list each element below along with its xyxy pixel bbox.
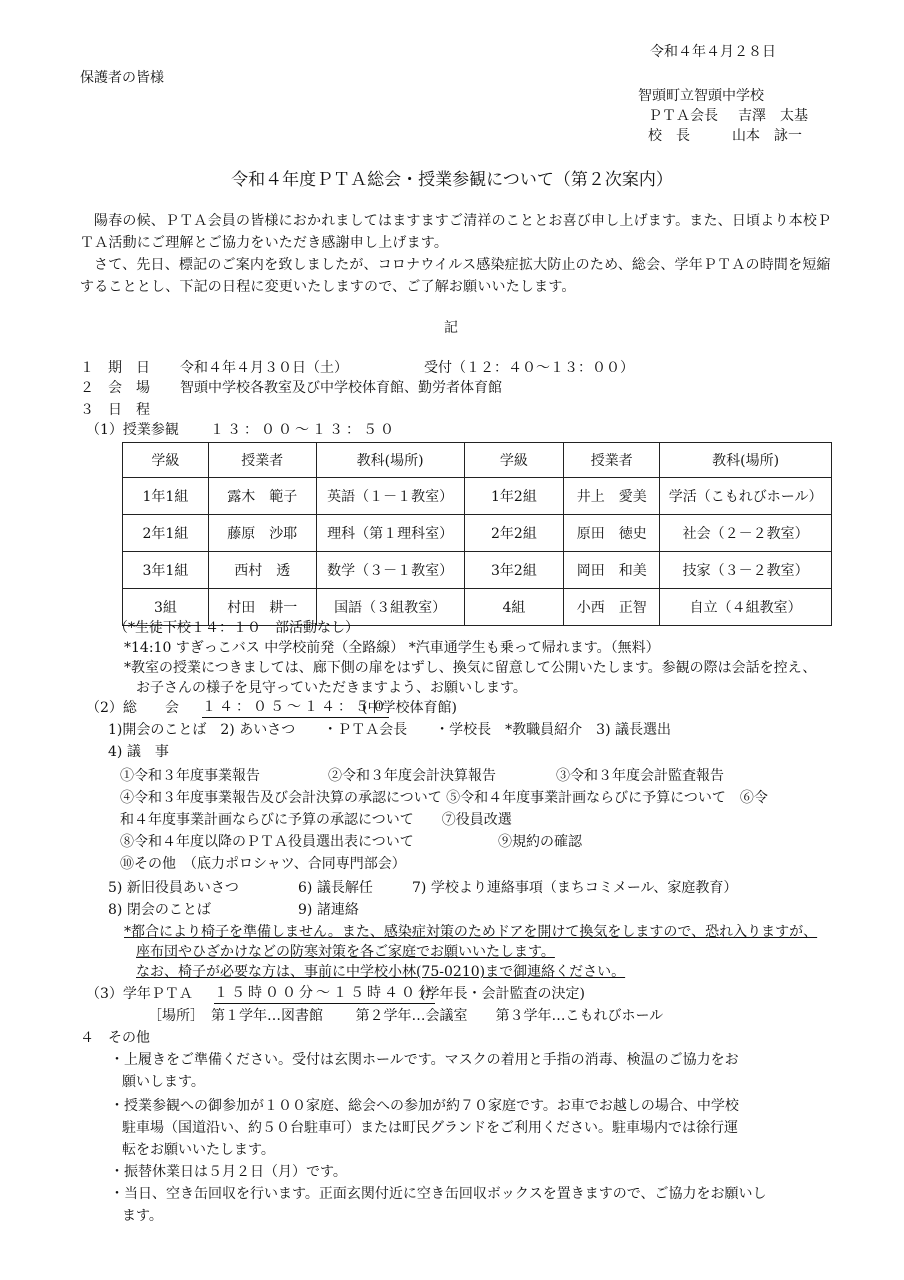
principal-role: 校 長 bbox=[648, 128, 690, 144]
class-observation-time: １３：００～１３：５０ bbox=[210, 422, 397, 438]
table-cell: 理科（第１理科室） bbox=[316, 515, 464, 552]
other-bullet-1-line2: 願いします。 bbox=[122, 1074, 205, 1090]
chair-warning-line3: なお、椅子が必要な方は、事前に中学校小林(75-0210)まで御連絡ください。 bbox=[136, 964, 626, 980]
class-observation-label: （1）授業参観 bbox=[86, 422, 179, 438]
table-cell: 英語（１－１教室） bbox=[316, 478, 464, 515]
table-cell: 3年2組 bbox=[464, 552, 564, 589]
meeting-order-line1: 1)開会のことば 2) あいさつ ・ＰＴＡ会長 ・学校長 *教職員紹介 3) 議長選出 bbox=[108, 722, 672, 738]
table-header-cell: 学級 bbox=[464, 443, 564, 478]
table-cell: 国語（３組教室） bbox=[316, 589, 464, 626]
dismissal-note: （*生徒下校１４：１０ 部活動なし） bbox=[114, 620, 359, 636]
other-bullet-2-line2: 駐車場（国道沿い、約５０台駐車可）または町民グランドをご利用ください。駐車場内では徐行運 bbox=[122, 1120, 738, 1136]
table-row bbox=[123, 478, 832, 515]
document-title: 令和４年度ＰＴＡ総会・授業参観について（第２次案内） bbox=[231, 170, 673, 190]
classroom-note-line1: *教室の授業につきましては、廊下側の扉をはずし、換気に留意して公開いたします。参観の際は会話を控え、 bbox=[124, 660, 817, 676]
table-cell: 技家（３－２教室） bbox=[660, 552, 832, 589]
date-label: １ 期 日 bbox=[80, 360, 150, 376]
agenda-item-6-7: 和４年度事業計画ならびに予算の承認について ⑦役員改選 bbox=[120, 812, 512, 828]
other-bullet-4-line1: ・当日、空き缶回収を行います。正面玄関付近に空き缶回収ボックスを置きますので、ご協力をお願いし bbox=[110, 1186, 767, 1202]
general-meeting-time: １４：０５～１４：５０ bbox=[202, 698, 389, 718]
table-cell: 藤原 沙耶 bbox=[208, 515, 316, 552]
other-bullet-3: ・振替休業日は５月２日（月）です。 bbox=[110, 1164, 347, 1180]
agenda-item-4-6: ④令和３年度事業報告及び会計決算の承認について ⑤令和４年度事業計画ならびに予算について ⑥令 bbox=[120, 790, 768, 806]
table-cell: 西村 透 bbox=[208, 552, 316, 589]
agenda-item-8: ⑧令和４年度以降のＰＴＡ役員選出表について bbox=[120, 834, 414, 850]
table-cell: 社会（２－２教室） bbox=[660, 515, 832, 552]
table-cell: 2年2組 bbox=[464, 515, 564, 552]
other-bullet-2-line1: ・授業参観への御参加が１００家庭、総会への参加が約７０家庭です。お車でお越しの場合、中学校 bbox=[110, 1098, 739, 1114]
table-cell: 自立（４組教室） bbox=[660, 589, 832, 626]
table-row bbox=[123, 552, 832, 589]
grade-pta-places: ［場所］ 第１学年…図書館 第２学年…会議室 第３学年…こもれびホール bbox=[148, 1008, 664, 1024]
grade-pta-note: (学年長・会計監査の決定) bbox=[420, 986, 585, 1002]
table-cell: 1年2組 bbox=[464, 478, 564, 515]
table-row bbox=[123, 515, 832, 552]
principal-name: 山本 詠一 bbox=[732, 128, 802, 144]
general-meeting-label: （2）総 会 bbox=[86, 700, 179, 716]
chair-warning-line2: 座布団やひざかけなどの防寒対策を各ご家庭でお願いいたします。 bbox=[136, 944, 555, 960]
venue-value: 智頭中学校各教室及び中学校体育館、勤労者体育館 bbox=[180, 380, 502, 396]
meeting-order-7: 7) 学校より連絡事項（まちコミメール、家庭教育） bbox=[412, 880, 738, 896]
table-cell: 3組 bbox=[123, 589, 209, 626]
table-header-cell: 授業者 bbox=[208, 443, 316, 478]
table-cell: 岡田 和美 bbox=[564, 552, 660, 589]
other-bullet-2-line3: 転をお願いいたします。 bbox=[122, 1142, 275, 1158]
meeting-order-9: 9) 諸連絡 bbox=[298, 902, 359, 918]
meeting-order-5: 5) 新旧役員あいさつ bbox=[108, 880, 239, 896]
table-cell: 露木 範子 bbox=[208, 478, 316, 515]
table-cell: 原田 徳史 bbox=[564, 515, 660, 552]
date-value: 令和４年４月３０日（土） bbox=[180, 360, 348, 376]
ki-heading: 記 bbox=[444, 320, 458, 336]
table-cell: 小西 正智 bbox=[564, 589, 660, 626]
agenda-item-1: ①令和３年度事業報告 bbox=[120, 768, 260, 784]
meeting-order-6: 6) 議長解任 bbox=[298, 880, 373, 896]
intro-paragraph-2: さて、先日、標記のご案内を致しましたが、コロナウイルス感染症拡大防止のため、総会、学年ＰＴＡの時間を短縮することとし、下記の日程に変更いたしますので、ご了解お願いいたします。 bbox=[80, 257, 831, 295]
pta-name: 吉澤 太基 bbox=[738, 108, 808, 124]
agenda-label: 4) 議 事 bbox=[108, 744, 169, 760]
agenda-item-10: ⑩その他 （底力ポロシャツ、合同専門部会） bbox=[120, 856, 406, 872]
intro-paragraph-1: 陽春の候、ＰＴＡ会員の皆様におかれましてはますますご清祥のこととお喜び申し上げます。また、日頃より本校ＰＴＡ活動にご理解とご協力をいただき感謝申し上げます。 bbox=[80, 213, 832, 251]
recipient: 保護者の皆様 bbox=[80, 70, 164, 86]
table-cell: 村田 耕一 bbox=[208, 589, 316, 626]
document-date: 令和４年４月２８日 bbox=[650, 44, 776, 60]
lessons-table bbox=[122, 442, 832, 626]
table-cell: 数学（３－１教室） bbox=[316, 552, 464, 589]
table-header-cell: 授業者 bbox=[564, 443, 660, 478]
table-cell: 3年1組 bbox=[123, 552, 209, 589]
school-name: 智頭町立智頭中学校 bbox=[638, 88, 764, 104]
table-header-cell: 教科(場所) bbox=[316, 443, 464, 478]
table-cell: 学活（こもれびホール） bbox=[660, 478, 832, 515]
agenda-item-9: ⑨規約の確認 bbox=[498, 834, 582, 850]
venue-label: ２ 会 場 bbox=[80, 380, 150, 396]
agenda-item-2: ②令和３年度会計決算報告 bbox=[328, 768, 496, 784]
classroom-note-line2: お子さんの様子を見守っていただきますよう、お願いします。 bbox=[136, 680, 527, 696]
other-label: ４ その他 bbox=[80, 1030, 150, 1046]
schedule-label: ３ 日 程 bbox=[80, 402, 150, 418]
agenda-item-3: ③令和３年度会計監査報告 bbox=[556, 768, 724, 784]
table-cell: 井上 愛美 bbox=[564, 478, 660, 515]
other-bullet-1-line1: ・上履きをご準備ください。受付は玄関ホールです。マスクの着用と手指の消毒、検温のご協力をお bbox=[110, 1052, 739, 1068]
chair-warning-line1: *都合により椅子を準備しません。また、感染症対策のためドアを開けて換気をしますので、恐れ入りますが、 bbox=[124, 924, 818, 940]
table-header-cell: 学級 bbox=[123, 443, 209, 478]
bus-note: *14:10 すぎっこバス 中学校前発（全路線） *汽車通学生も乗って帰れます。（無料） bbox=[124, 640, 660, 656]
table-cell: 4組 bbox=[464, 589, 564, 626]
general-meeting-place: (中学校体育館) bbox=[362, 700, 457, 716]
table-cell: 1年1組 bbox=[123, 478, 209, 515]
pta-role: ＰＴＡ会長 bbox=[648, 108, 718, 124]
table-cell: 2年1組 bbox=[123, 515, 209, 552]
table-header-cell: 教科(場所) bbox=[660, 443, 832, 478]
other-bullet-4-line2: ます。 bbox=[122, 1208, 163, 1224]
reception-time: 受付（１２：４０～１３：００） bbox=[424, 360, 634, 376]
meeting-order-8: 8) 閉会のことば bbox=[108, 902, 211, 918]
grade-pta-label: （3）学年ＰＴＡ bbox=[86, 986, 193, 1002]
table-header-row bbox=[123, 443, 832, 478]
grade-pta-time: １５時００分～１５時４０分 bbox=[214, 984, 435, 1004]
